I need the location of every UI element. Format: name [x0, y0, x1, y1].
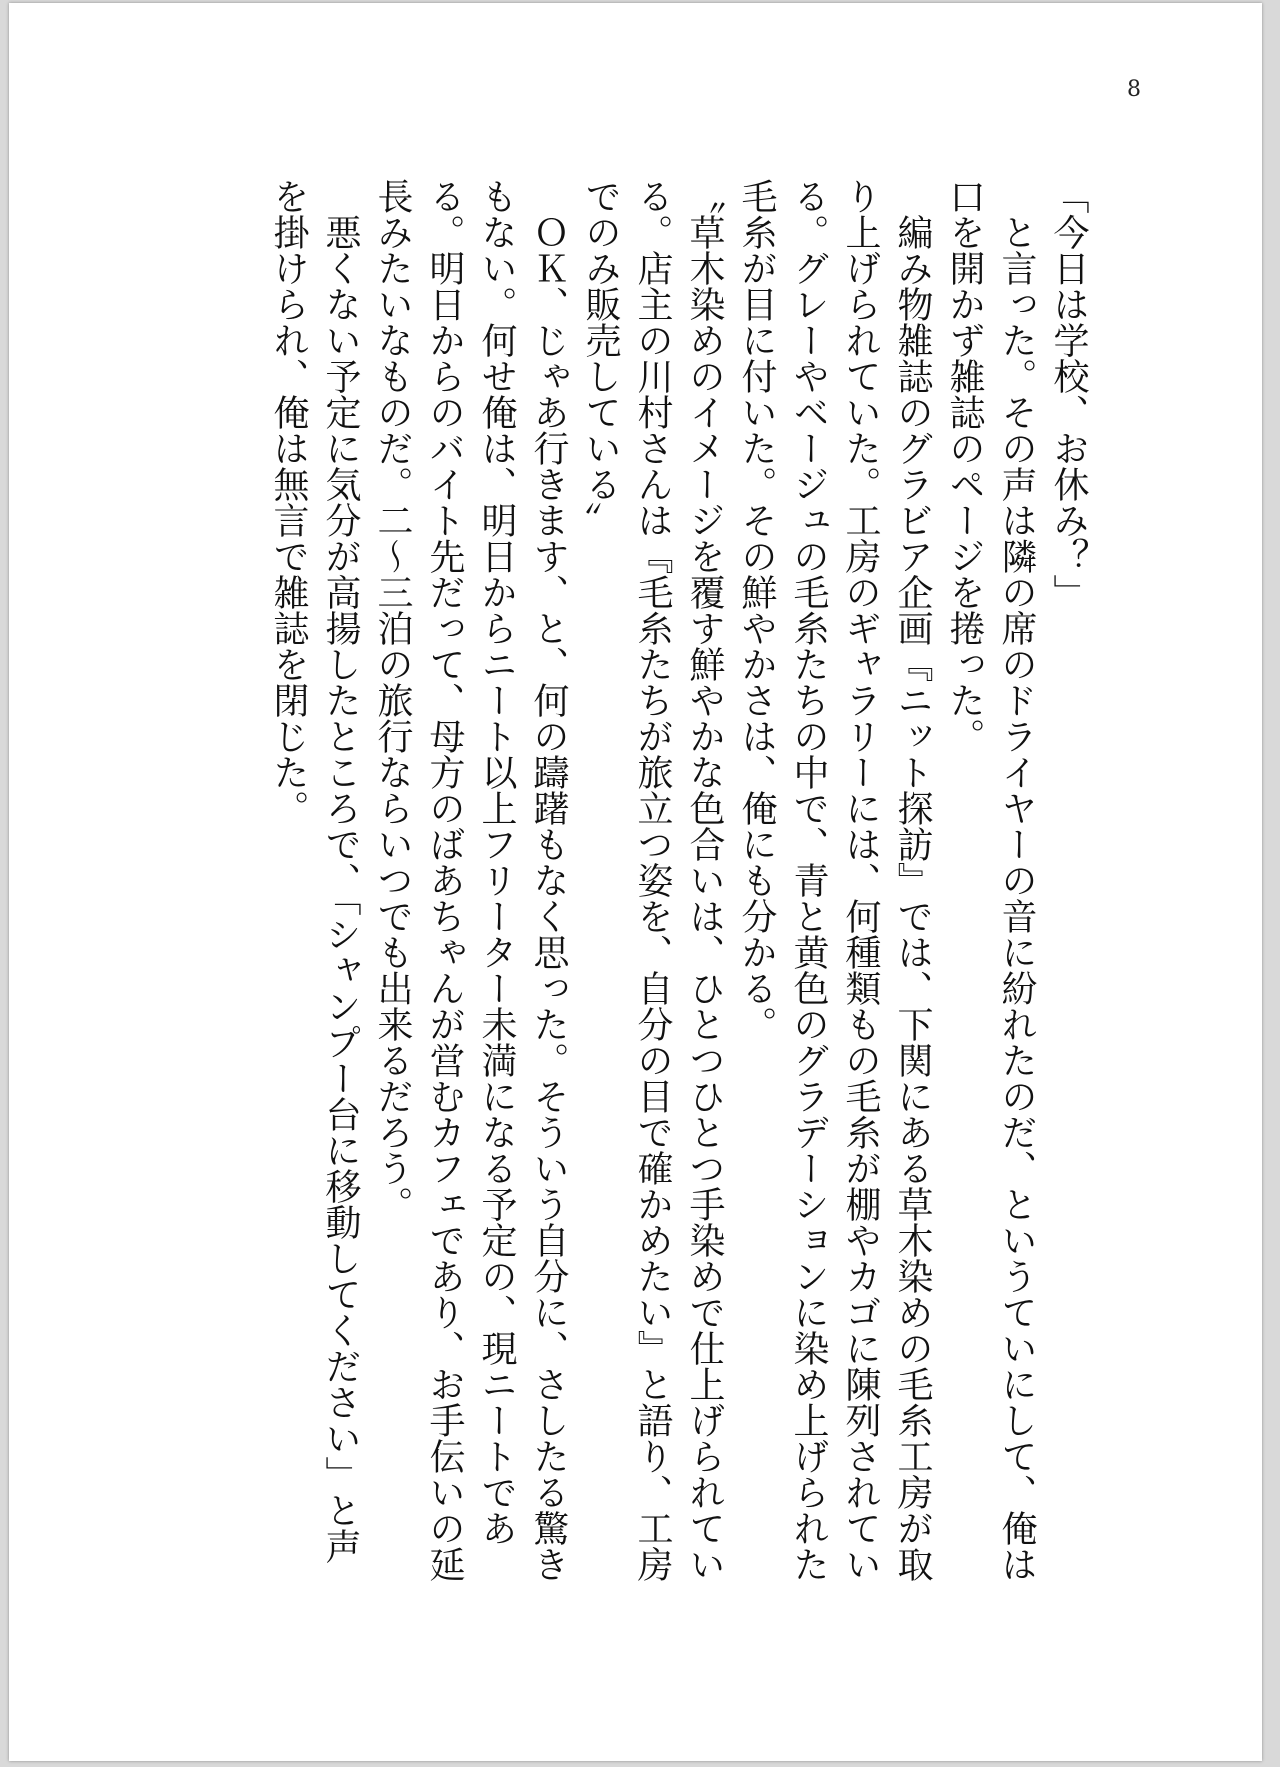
paragraph: 〝草木染めのイメージを覆す鮮やかな色合いは、ひとつひとつ手染めで仕上げられている。店主の川村さんは『毛糸たちが旅立つ姿を、自分の目で確かめたい』と語り、工房でのみ販売している〟	[580, 178, 725, 1582]
page-number: 8	[1127, 77, 1141, 102]
paragraph: と言った。その声は隣の席のドライヤーの音に紛れたのだ、というていにして、俺は口を開かず雑誌のページを捲った。	[944, 178, 1037, 1582]
paragraph: 編み物雑誌のグラビア企画『ニット探訪』では、下関にある草木染めの毛糸工房が取り上げられていた。工房のギャラリーには、何種類もの毛糸が棚やカゴに陳列されている。グレーやベージュの毛糸たちの中で、青と黄色のグラデーションに染め上げられた毛糸が目に付いた。その鮮やかさは、俺にも分かる。	[736, 178, 933, 1582]
book-page	[9, 3, 1262, 1761]
paragraph: 悪くない予定に気分が高揚したところで、「シャンプー台に移動してください」と声を掛けられ、俺は無言で雑誌を閉じた。	[268, 178, 361, 1564]
vertical-body-text	[249, 178, 1094, 1598]
paragraph: ＯＫ、じゃあ行きます、と、何の躊躇もなく思った。そういう自分に、さしたる驚きもない。何せ俺は、明日からニート以上フリーター未満になる予定の、現ニートである。明日からのバイト先だって、母方のばあちゃんが営むカフェであり、お手伝いの延長みたいなものだ。二～三泊の旅行ならいつでも出来るだろう。	[372, 178, 569, 1582]
paragraph: 「今日は学校、お休み？」	[1048, 178, 1089, 610]
